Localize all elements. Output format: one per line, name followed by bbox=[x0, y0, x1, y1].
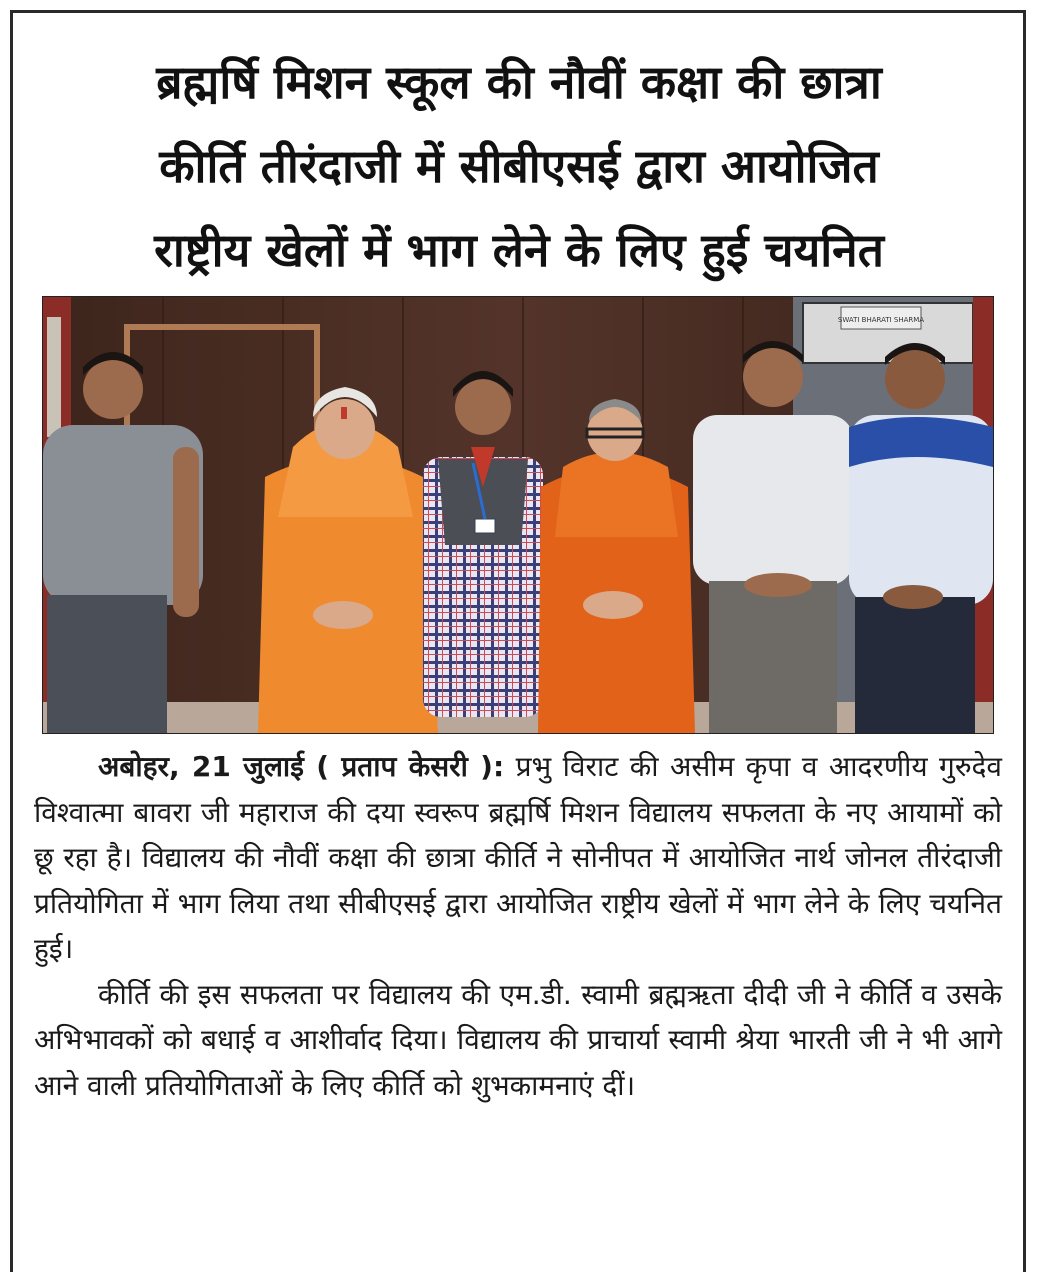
headline-line-3: राष्ट्रीय खेलों में भाग लेने के लिए हुई चयनित bbox=[154, 223, 884, 277]
dateline: अबोहर, 21 जुलाई ( प्रताप केसरी ): bbox=[98, 750, 505, 783]
article-paragraph-1 bbox=[34, 744, 1002, 972]
paragraph-1-text: प्रभु विराट की असीम कृपा व आदरणीय गुरुदेव विश्वात्मा बावरा जी महाराज की दया स्वरूप ब्रह्मर्षि मिशन विद्यालय सफलता के नए आयामों को छू रहा है। विद्यालय की नौवीं कक्षा की छात्रा कीर्ति ने सोनीपत में आयोजित नार्थ जोनल तीरंदाजी प्रतियोगिता में भाग लिया तथा सीबीएसई द्वारा आयोजित राष्ट्रीय खेलों में भाग लेने के लिए चयनित हुई। bbox=[34, 750, 1002, 965]
headline-line-1: ब्रह्मर्षि मिशन स्कूल की नौवीं कक्षा की छात्रा bbox=[156, 55, 882, 109]
group-photo bbox=[42, 296, 994, 734]
door-sign-text: SWATI BHARATI SHARMA bbox=[837, 316, 925, 324]
headline-line-2: कीर्ति तीरंदाजी में सीबीएसई द्वारा आयोजित bbox=[159, 139, 879, 193]
article-body bbox=[34, 744, 1002, 1108]
article-paragraph-2: कीर्ति की इस सफलता पर विद्यालय की एम.डी. स्वामी ब्रह्मऋता दीदी जी ने कीर्ति व उसके अभिभावकों को बधाई व आशीर्वाद दिया। विद्यालय की प्राचार्या स्वामी श्रेया भारती जी ने भी आगे आने वाली प्रतियोगिताओं के लिए कीर्ति को शुभकामनाएं दीं। bbox=[34, 977, 1002, 1102]
headline bbox=[22, 40, 1016, 292]
